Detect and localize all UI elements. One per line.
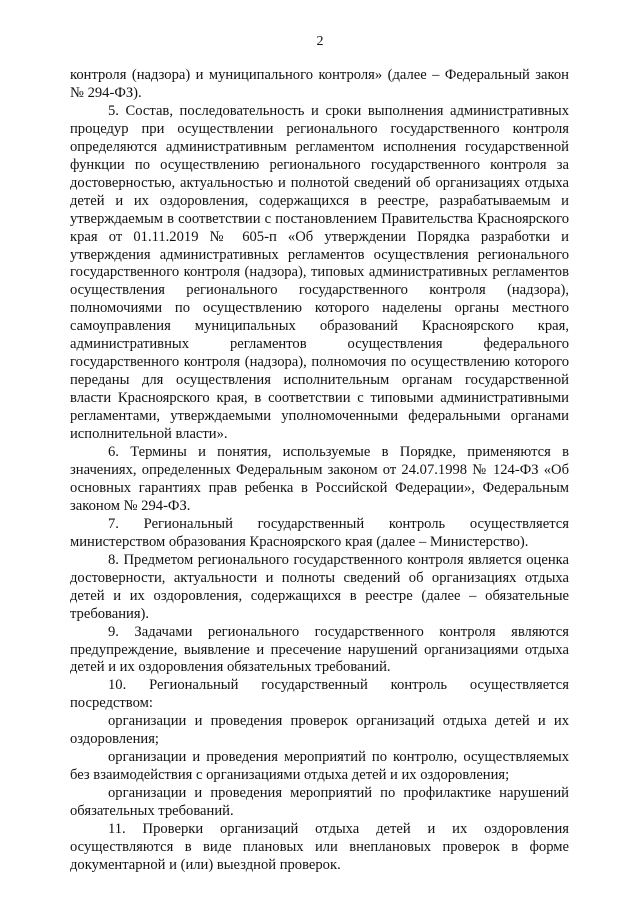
paragraph-11: 11. Проверки организаций отдыха детей и их оздоровления осуществляются в виде плановых или внеплановых проверок в форме документарной и (или) выездной проверок.	[70, 821, 569, 873]
page-number: 2	[316, 34, 324, 49]
paragraph-10: 10. Региональный государственный контроль осуществляется посредством:	[70, 677, 569, 712]
document-body	[70, 67, 569, 875]
paragraph-continuation: контроля (надзора) и муниципального контроля» (далее – Федеральный закон № 294-ФЗ).	[70, 67, 569, 101]
paragraph-6: 6. Термины и понятия, используемые в Порядке, применяются в значениях, определенных Федеральным законом от 24.07.1998 № 124-ФЗ «Об основных гарантиях прав ребенка в Российской Федерации», Федеральным законом № 294-ФЗ.	[70, 444, 569, 514]
paragraph-10-item-1: организации и проведения проверок организаций отдыха детей и их оздоровления;	[70, 713, 569, 748]
paragraph-9: 9. Задачами регионального государственного контроля являются предупреждение, выявление и пресечение нарушений организациями отдыха детей и их оздоровления обязательных требований.	[70, 623, 569, 676]
paragraph-10-item-2: организации и проведения мероприятий по контролю, осуществляемых без взаимодействия с организациями отдыха детей и их оздоровления;	[70, 749, 569, 784]
paragraph-10-item-3: организации и проведения мероприятий по профилактике нарушений обязательных требований.	[70, 785, 569, 820]
paragraph-7: 7. Региональный государственный контроль осуществляется министерством образования Красноярского края (далее – Министерство).	[70, 515, 569, 550]
paragraph-5: 5. Состав, последовательность и сроки выполнения административных процедур при осуществлении регионального государственного контроля определяются административным регламентом исполнения государственной функции по осуществлению регионального государственного контроля за достоверностью, актуальностью и полнотой сведений об организациях отдыха детей и их оздоровления, содержащихся в реестре, разрабатываемым и утверждаемым в соответствии с постановлением Правительства Красноярского края от 01.11.2019 № 605-п «Об утверждении Порядка разработки и утверждения административных регламентов осуществления регионального государственного контроля (надзора), типовых административных регламентов осуществления регионального государственного контроля (надзора), полномочиями по осуществлению которого наделены органы местного самоуправления муниципальных образований Красноярского края, административных регламентов осуществления федерального государственного контроля (надзора), полномочия по осуществлению которого переданы для осуществления исполнительным органам государственной власти Красноярского края, в соответствии с типовыми административными регламентами, утверждаемыми уполномоченными федеральными органами исполнительной власти».	[70, 102, 569, 443]
paragraph-8: 8. Предметом регионального государственного контроля является оценка достоверности, актуальности и полноты сведений об организациях отдыха детей и их оздоровления, содержащихся в реестре (далее – обязательные требования).	[70, 551, 569, 622]
